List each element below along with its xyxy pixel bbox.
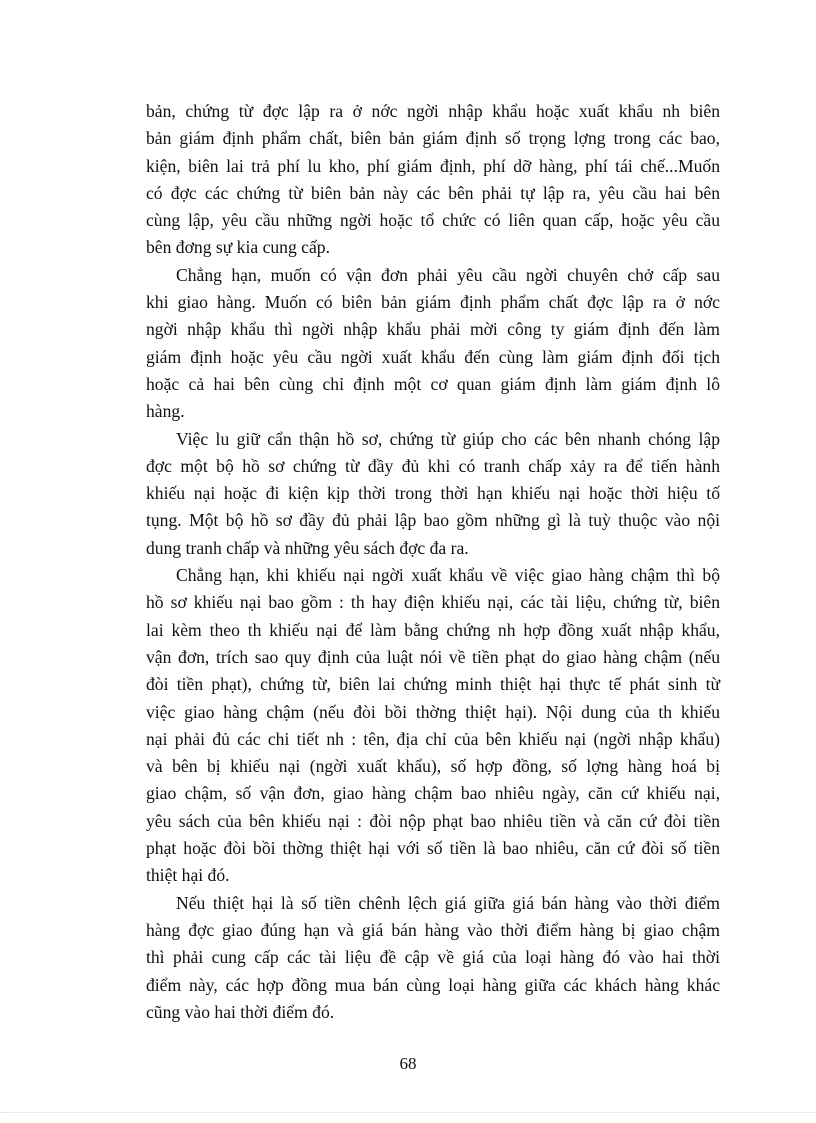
text-line: yêu sách của bên khiếu nại : đòi nộp phạt bao nhiêu tiền và căn cứ đòi tiền <box>146 810 720 831</box>
text-line: cũng vào hai thời điểm đó. <box>146 1001 335 1022</box>
text-line: hàng đợc giao đúng hạn và giá bán hàng vào thời điểm hàng bị giao chậm <box>146 919 720 940</box>
page-number: 68 <box>399 1054 417 1073</box>
text-line: Chẳng hạn, khi khiếu nại ngời xuất khẩu về việc giao hàng chậm thì bộ <box>176 565 720 586</box>
text-line: hoặc cả hai bên cùng chỉ định một cơ quan giám định làm giám định lô <box>146 373 720 394</box>
text-line: cùng lập, yêu cầu những ngời hoặc tổ chức có liên quan cấp, hoặc yêu cầu <box>146 210 720 231</box>
paragraph-2 <box>146 262 720 426</box>
text-line: hàng. <box>146 401 185 422</box>
text-line: lai kèm theo th khiếu nại để làm bằng chứng nh hợp đồng xuất nhập khẩu, <box>146 619 720 640</box>
text-line: bản, chứng từ đợc lập ra ở nớc ngời nhập khẩu hoặc xuất khẩu nh biên <box>146 101 720 121</box>
text-line: giao chậm, số vận đơn, giao hàng chậm bao nhiêu ngày, căn cứ khiếu nại, <box>146 783 720 804</box>
text-line: vận đơn, trích sao quy định của luật nói về tiền phạt do giao hàng chậm (nếu <box>146 646 720 667</box>
paragraph-1 <box>146 98 720 262</box>
text-line: nại phải đủ các chi tiết nh : tên, địa chỉ của bên khiếu nại (ngời nhập khẩu) <box>146 728 720 749</box>
text-line: bên đơng sự kia cung cấp. <box>146 237 330 258</box>
page-bottom-divider <box>0 1112 816 1113</box>
paragraph-4 <box>146 562 720 890</box>
text-line: đợc một bộ hồ sơ chứng từ đầy đủ khi có tranh chấp xảy ra để tiến hành <box>146 455 720 476</box>
text-line: giám định hoặc yêu cầu ngời xuất khẩu đến cùng làm giám định đối tịch <box>146 346 720 367</box>
text-line: phạt hoặc đòi bồi thờng thiệt hại với số tiền là bao nhiêu, căn cứ đòi số tiền <box>146 838 720 859</box>
text-line: dung tranh chấp và những yêu sách đợc đa ra. <box>146 537 469 558</box>
text-line: ngời nhập khẩu thì ngời nhập khẩu phải mời công ty giám định đến làm <box>146 319 720 340</box>
text-line: điểm này, các hợp đồng mua bán cùng loại hàng giữa các khách hàng khác <box>146 974 720 995</box>
text-line: và bên bị khiếu nại (ngời xuất khẩu), số hợp đồng, số lợng hàng hoá bị <box>146 756 720 777</box>
text-line: tụng. Một bộ hồ sơ đầy đủ phải lập bao gồm những gì là tuỳ thuộc vào nội <box>146 510 720 531</box>
paragraph-5 <box>146 890 720 1026</box>
text-line: Chẳng hạn, muốn có vận đơn phải yêu cầu ngời chuyên chở cấp sau <box>176 264 720 285</box>
page-body <box>146 98 720 1026</box>
text-line: thì phải cung cấp các tài liệu đề cập về giá của loại hàng đó vào hai thời <box>146 947 720 968</box>
text-line: thiệt hại đó. <box>146 865 230 886</box>
text-line: đòi tiền phạt), chứng từ, biên lai chứng minh thiệt hại thực tế phát sinh từ <box>146 674 720 695</box>
text-line: bản giám định phẩm chất, biên bản giám định số trọng lợng trong các bao, <box>146 128 720 149</box>
text-line: khiếu nại hoặc đi kiện kịp thời trong thời hạn khiếu nại hoặc thời hiệu tố <box>146 483 720 504</box>
text-line: kiện, biên lai trả phí lu kho, phí giám định, phí dỡ hàng, phí tái chế...Muốn <box>146 155 720 176</box>
text-line: khi giao hàng. Muốn có biên bản giám định phẩm chất đợc lập ra ở nớc <box>146 292 720 313</box>
text-line: hồ sơ khiếu nại bao gồm : th hay điện khiếu nại, các tài liệu, chứng từ, biên <box>146 592 720 613</box>
text-line: Việc lu giữ cẩn thận hồ sơ, chứng từ giúp cho các bên nhanh chóng lập <box>176 428 720 449</box>
paragraph-3 <box>146 426 720 562</box>
text-line: Nếu thiệt hại là số tiền chênh lệch giá giữa giá bán hàng vào thời điểm <box>176 892 720 913</box>
text-line: có đợc các chứng từ biên bản này các bên phải tự lập ra, yêu cầu hai bên <box>146 182 720 203</box>
text-line: việc giao hàng chậm (nếu đòi bồi thờng thiệt hại). Nội dung của th khiếu <box>146 701 720 722</box>
